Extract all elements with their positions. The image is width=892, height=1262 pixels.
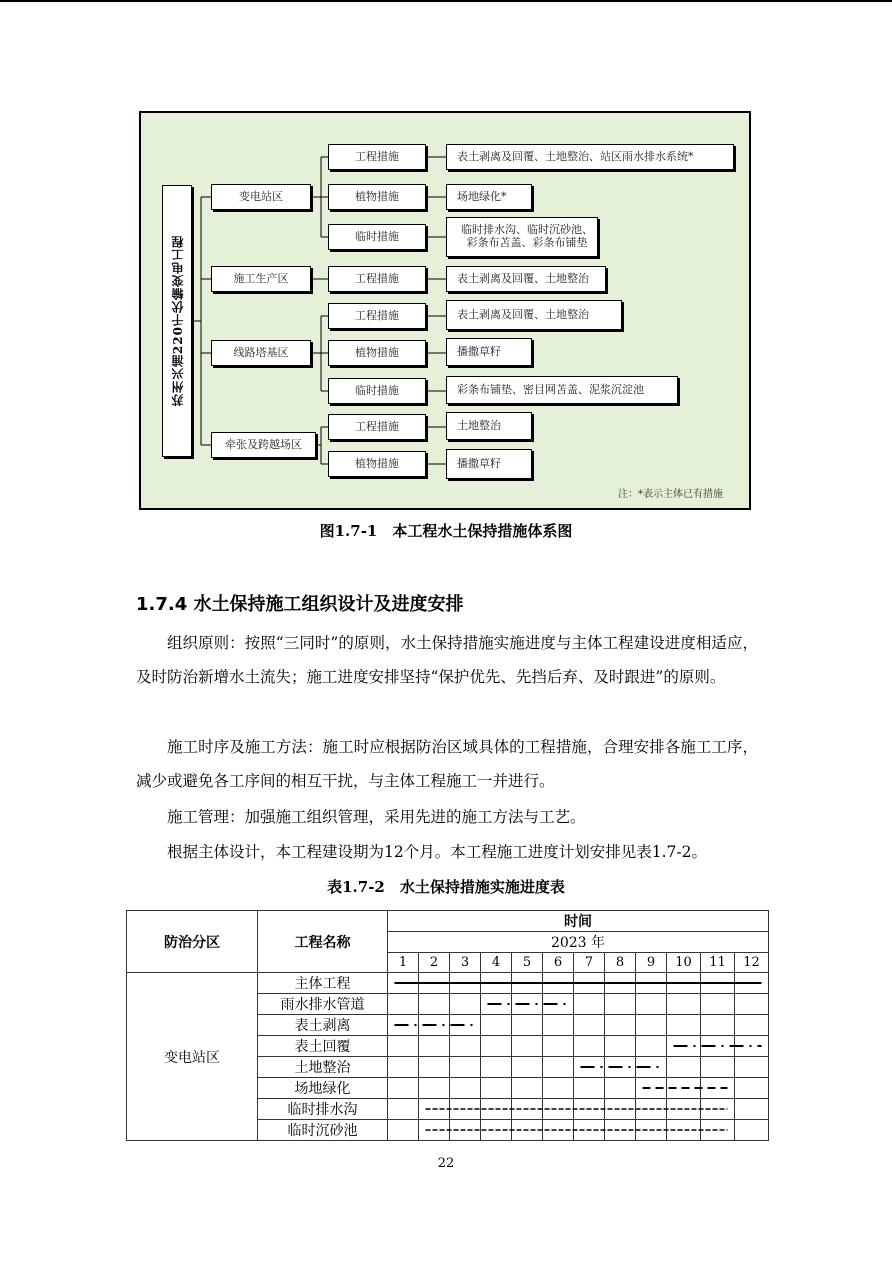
schedule-table bbox=[126, 910, 769, 1141]
project-name-cell: 土地整治 bbox=[258, 1057, 388, 1078]
header-year: 2023 年 bbox=[388, 932, 769, 953]
measure-detail-box: 表土剥离及回覆、土地整治 bbox=[446, 300, 622, 330]
month-header: 6 bbox=[543, 953, 574, 973]
project-name-cell: 表土剥离 bbox=[258, 1015, 388, 1036]
month-header: 12 bbox=[735, 953, 769, 973]
month-header: 11 bbox=[701, 953, 735, 973]
month-header: 10 bbox=[667, 953, 701, 973]
section-heading: 1.7.4 水土保持施工组织设计及进度安排 bbox=[136, 594, 464, 615]
measure-type-box: 工程措施 bbox=[328, 266, 426, 292]
measure-type-box: 植物措施 bbox=[328, 184, 426, 210]
table-caption: 表1.7-2 水土保持措施实施进度表 bbox=[327, 878, 565, 896]
month-header: 2 bbox=[419, 953, 450, 973]
paragraph-schedule: 根据主体设计，本工程建设期为12个月。本工程施工进度计划安排见表1.7-2。 bbox=[167, 843, 707, 861]
project-name-cell: 临时排水沟 bbox=[258, 1099, 388, 1120]
measure-type-box: 植物措施 bbox=[328, 340, 426, 366]
month-header: 3 bbox=[450, 953, 481, 973]
measure-detail-box: 表土剥离及回覆、土地整治、站区雨水排水系统* bbox=[446, 144, 734, 170]
zone-cell: 变电站区 bbox=[127, 973, 258, 1141]
project-name-cell: 场地绿化 bbox=[258, 1078, 388, 1099]
zone-tower-base: 线路塔基区 bbox=[211, 340, 311, 366]
paragraph-organization: 组织原则：按照“三同时”的原则，水土保持措施实施进度与主体工程建设进度相适应，及时防治新增水土流失；施工进度安排坚持“保护优先、先挡后弃、及时跟进”的原则。 bbox=[136, 634, 758, 686]
month-header: 4 bbox=[481, 953, 512, 973]
zone-tension-crossing: 牵张及跨越场区 bbox=[211, 432, 316, 458]
measure-type-box: 植物措施 bbox=[328, 451, 426, 477]
paragraph-sequence: 施工时序及施工方法：施工时应根据防治区域具体的工程措施，合理安排各施工工序，减少或避免各工序间的相互干扰，与主体工程施工一并进行。 bbox=[136, 738, 758, 790]
measure-detail-box: 临时排水沟、临时沉砂池、 彩条布苫盖、彩条布铺垫 bbox=[446, 217, 598, 257]
zone-construction: 施工生产区 bbox=[211, 266, 311, 292]
month-header: 7 bbox=[574, 953, 605, 973]
measure-detail-box: 播撒草籽 bbox=[446, 449, 532, 479]
root-project-label: 苏州兴浦220千伏输变电工程 bbox=[170, 235, 185, 407]
header-zone: 防治分区 bbox=[127, 911, 258, 973]
figure-caption: 图1.7-1 本工程水土保持措施体系图 bbox=[319, 522, 573, 540]
measure-type-box: 临时措施 bbox=[328, 224, 426, 250]
measure-type-box: 工程措施 bbox=[328, 303, 426, 329]
figure-note: 注：*表示主体已有措施 bbox=[618, 489, 723, 500]
project-name-cell: 表土回覆 bbox=[258, 1036, 388, 1057]
page-number: 22 bbox=[437, 1156, 455, 1171]
measure-detail-box: 表土剥离及回覆、土地整治 bbox=[446, 266, 606, 292]
month-header: 1 bbox=[388, 953, 419, 973]
measure-detail-box: 播撒草籽 bbox=[446, 338, 532, 366]
project-name-cell: 雨水排水管道 bbox=[258, 994, 388, 1015]
measure-type-box: 工程措施 bbox=[328, 414, 426, 440]
header-project: 工程名称 bbox=[258, 911, 388, 973]
top-rule bbox=[0, 0, 892, 2]
month-header: 9 bbox=[636, 953, 667, 973]
month-header: 5 bbox=[512, 953, 543, 973]
measures-diagram bbox=[139, 111, 751, 510]
measure-detail-box: 土地整治 bbox=[446, 412, 532, 440]
measure-detail-box: 场地绿化* bbox=[446, 184, 532, 210]
month-header: 8 bbox=[605, 953, 636, 973]
measure-type-box: 工程措施 bbox=[328, 144, 426, 170]
measure-detail-box: 彩条布铺垫、密目网苫盖、泥浆沉淀池 bbox=[446, 376, 678, 404]
header-time: 时间 bbox=[388, 911, 769, 932]
paragraph-management: 施工管理：加强施工组织管理，采用先进的施工方法与工艺。 bbox=[167, 808, 586, 826]
zone-substation: 变电站区 bbox=[211, 184, 311, 210]
measure-type-box: 临时措施 bbox=[328, 378, 426, 404]
project-name-cell: 主体工程 bbox=[258, 973, 388, 994]
root-project-box bbox=[162, 185, 192, 457]
project-name-cell: 临时沉砂池 bbox=[258, 1120, 388, 1141]
